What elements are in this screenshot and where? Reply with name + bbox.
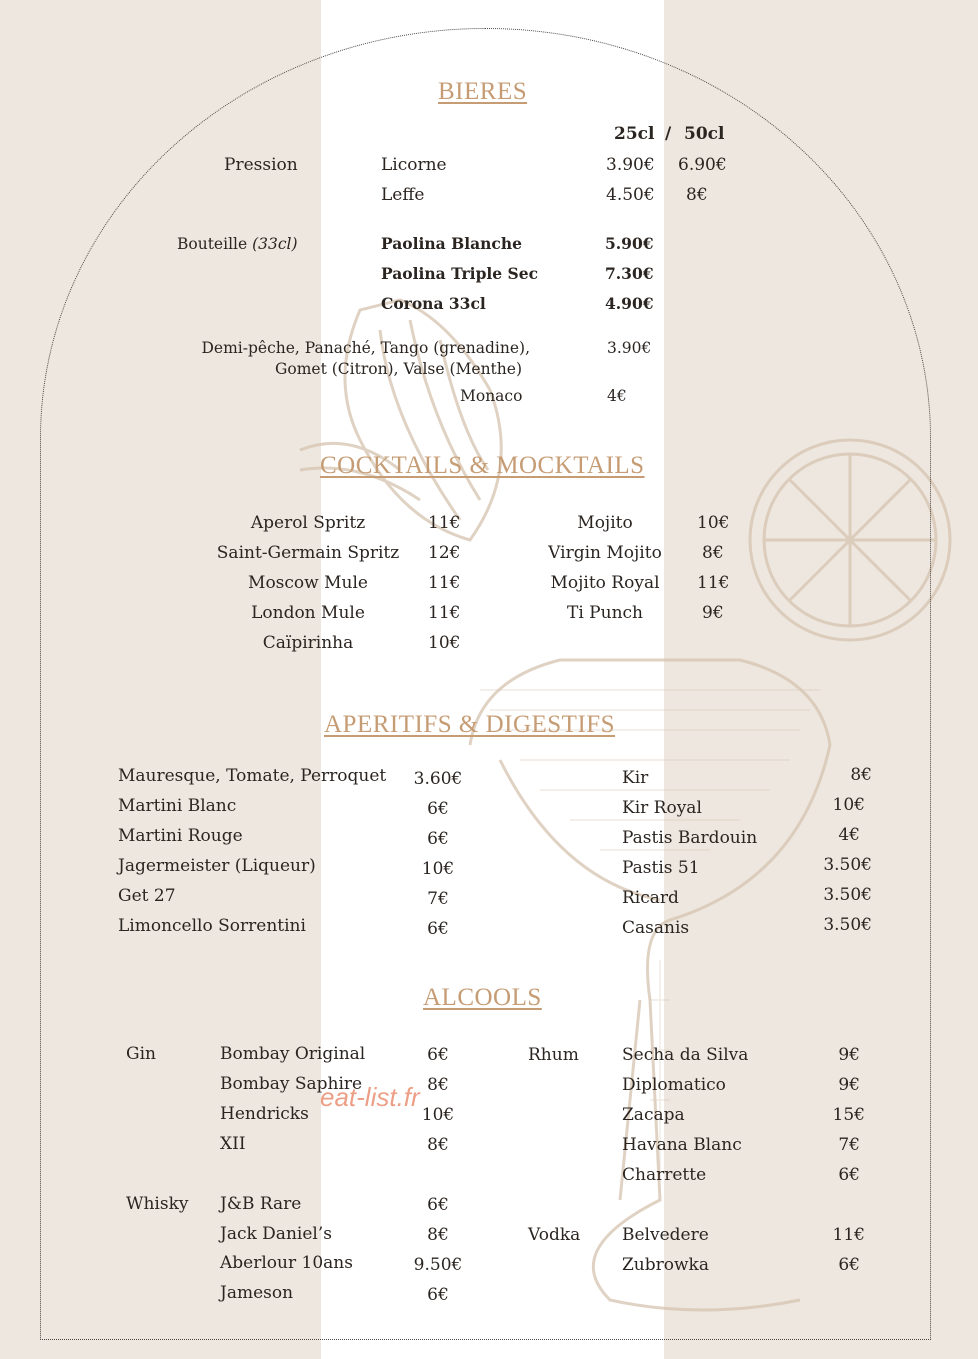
section-title-bieres: BIERES [438,78,528,105]
menu-item-name: Licorne [381,155,447,175]
menu-item-name: J&B Rare [220,1194,302,1214]
menu-item-name: Jack Daniel’s [220,1224,332,1244]
menu-item-price: 3.60€ [413,769,463,789]
pression-label: Pression [224,155,298,175]
menu-item-price: 11€ [832,1225,865,1245]
menu-item-name: Martini Rouge [118,826,243,846]
menu-item-name: Virgin Mojito [548,543,662,563]
menu-item-name: Jameson [220,1283,294,1303]
bouteille-label-text: Bouteille [177,235,248,253]
menu-item-name: Pastis Bardouin [622,828,758,848]
menu-item-price: 11€ [428,603,461,623]
menu-item-price: 4.90€ [605,294,654,313]
menu-item-price: 6€ [838,1255,860,1275]
bouteille-label [177,234,298,254]
menu-item-price: 10€ [421,1105,455,1125]
menu-item-price: 3.50€ [823,885,872,905]
menu-item-price: 6€ [427,1285,449,1305]
menu-item-name: Bombay Original [220,1044,366,1064]
menu-item-name: Charrette [622,1165,707,1185]
menu-item-name: Saint-Germain Spritz [216,543,400,563]
column-header-25cl: 25cl [614,124,655,144]
menu-item-price: 4€ [838,825,860,845]
menu-item-name: Caïpirinha [262,633,354,653]
menu-item-name: Get 27 [118,886,176,906]
menu-item-price: 15€ [832,1105,865,1125]
menu-item-name: Moscow Mule [248,573,368,593]
menu-item-price: 6€ [838,1165,860,1185]
rhum-label: Rhum [528,1045,579,1065]
menu-item-price: 10€ [832,795,865,815]
menu-item-name: Diplomatico [622,1075,726,1095]
menu-item-price: 10€ [428,633,461,653]
menu-item-name: Mojito [577,513,633,533]
menu-item-name: Havana Blanc [622,1135,742,1155]
menu-item-name: Pastis 51 [622,858,700,878]
menu-item-name: Limoncello Sorrentini [118,916,306,936]
menu-item-name: Kir [622,768,649,788]
whisky-label: Whisky [126,1194,189,1214]
menu-item-name: Aberlour 10ans [220,1253,353,1273]
menu-item-price: 4.50€ [606,185,655,205]
menu-item-price: 3.90€ [606,155,655,175]
menu-item-name: Bombay Saphire [220,1074,363,1094]
menu-item-price: 11€ [428,513,461,533]
menu-item-price: 8€ [850,765,872,785]
menu-item-price: 9.50€ [413,1255,463,1275]
watermark: eat-list.fr [320,1082,420,1112]
menu-item-price: 8€ [686,185,708,205]
arch-border [40,28,931,1340]
menu-item-name: Jagermeister (Liqueur) [118,856,316,876]
menu-item-name: Leffe [381,185,425,205]
menu-item-price: 8€ [427,1075,449,1095]
menu-item-name: Mauresque, Tomate, Perroquet [118,766,387,786]
menu-item-name: Mojito Royal [550,573,660,593]
menu-item-price: 7€ [838,1135,860,1155]
menu-item-price: 7€ [427,889,449,909]
menu-item-name: Corona 33cl [381,294,486,313]
section-title-aperitifs: APERITIFS & DIGESTIFS [324,711,616,738]
menu-item-price: 5.90€ [605,234,654,253]
menu-item-name: Kir Royal [622,798,702,818]
menu-item-price: 9€ [838,1045,860,1065]
menu-item-name: Monaco [460,387,523,405]
menu-item-price: 9€ [702,603,724,623]
section-title-cocktails: COCKTAILS & MOCKTAILS [320,452,645,479]
menu-item-name: Zubrowka [622,1255,709,1275]
menu-item-price: 6€ [427,799,449,819]
menu-item-price: 8€ [427,1225,449,1245]
menu-item-price: 3.50€ [823,915,872,935]
gin-label: Gin [126,1044,156,1064]
column-header-50cl: 50cl [684,124,725,144]
menu-item-name: Hendricks [220,1104,309,1124]
menu-item-name: Secha da Silva [622,1045,749,1065]
menu-item-price: 12€ [428,543,461,563]
bouteille-size: (33cl) [252,235,298,253]
mix-line-2: Gomet (Citron), Valse (Menthe) [275,360,522,378]
column-header-slash: / [665,124,672,144]
menu-item-price: 8€ [427,1135,449,1155]
menu-item-price: 7.30€ [605,264,654,283]
menu-item-price: 6€ [427,1045,449,1065]
menu-item-price: 10€ [421,859,455,879]
vodka-label: Vodka [528,1225,581,1245]
menu-item-name: Casanis [622,918,690,938]
menu-item-name: Ricard [622,888,679,908]
menu-item-price: 9€ [838,1075,860,1095]
section-title-alcools: ALCOOLS [423,984,542,1011]
menu-item-price: 11€ [697,573,730,593]
menu-item-price: 6€ [427,919,449,939]
menu-item-price: 6€ [427,829,449,849]
menu-item-price: 6€ [427,1195,449,1215]
menu-item-price: 11€ [428,573,461,593]
menu-item-price: 10€ [697,513,730,533]
menu-item-price: 8€ [702,543,724,563]
menu-item-name: Zacapa [622,1105,685,1125]
menu-item-name: London Mule [251,603,365,623]
menu-item-name: Aperol Spritz [250,513,366,533]
menu-item-price: 3.50€ [823,855,872,875]
mix-line-1: Demi-pêche, Panaché, Tango (grenadine), [201,339,530,357]
menu-item-price: 4€ [607,387,627,405]
menu-item-name: Ti Punch [567,603,643,623]
menu-item-price: 6.90€ [678,155,727,175]
menu-item-name: Paolina Blanche [381,234,522,253]
menu-item-name: XII [220,1134,246,1154]
menu-item-name: Belvedere [622,1225,709,1245]
menu-item-name: Martini Blanc [118,796,237,816]
menu-item-name: Paolina Triple Sec [381,264,539,283]
menu-item-price: 3.90€ [607,339,652,357]
